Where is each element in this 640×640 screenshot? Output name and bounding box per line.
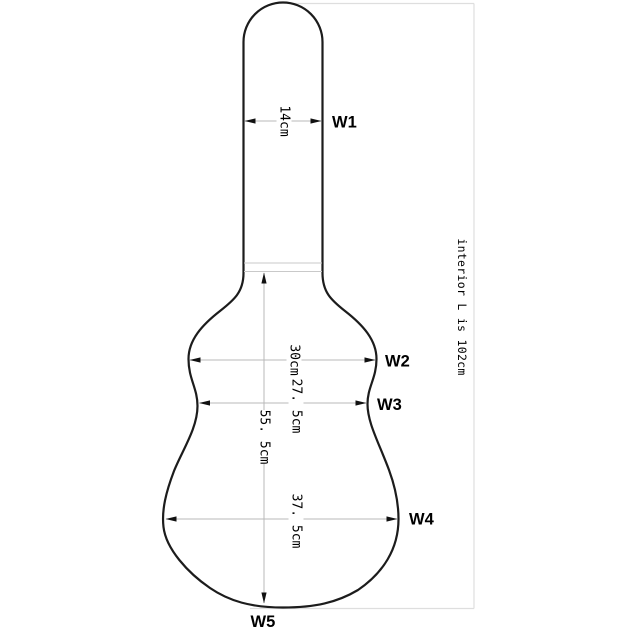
w4-value-label: 37. 5cm: [288, 493, 304, 549]
w2-value-label: 30cm: [286, 344, 302, 376]
w3-label: W3: [377, 396, 402, 414]
w1-value-label: 14cm: [276, 105, 292, 137]
w1-label: W1: [332, 113, 357, 132]
body-length-value-label: 55. 5cm: [256, 409, 272, 465]
w2-label: W2: [385, 352, 410, 371]
guitar-case-outline: [163, 3, 398, 608]
w3-value-label: 27. 5cm: [288, 378, 304, 434]
w5-label: W5: [250, 613, 276, 631]
interior-length-note: interior L is 102cm: [455, 238, 469, 376]
w4-label: W4: [409, 510, 434, 529]
